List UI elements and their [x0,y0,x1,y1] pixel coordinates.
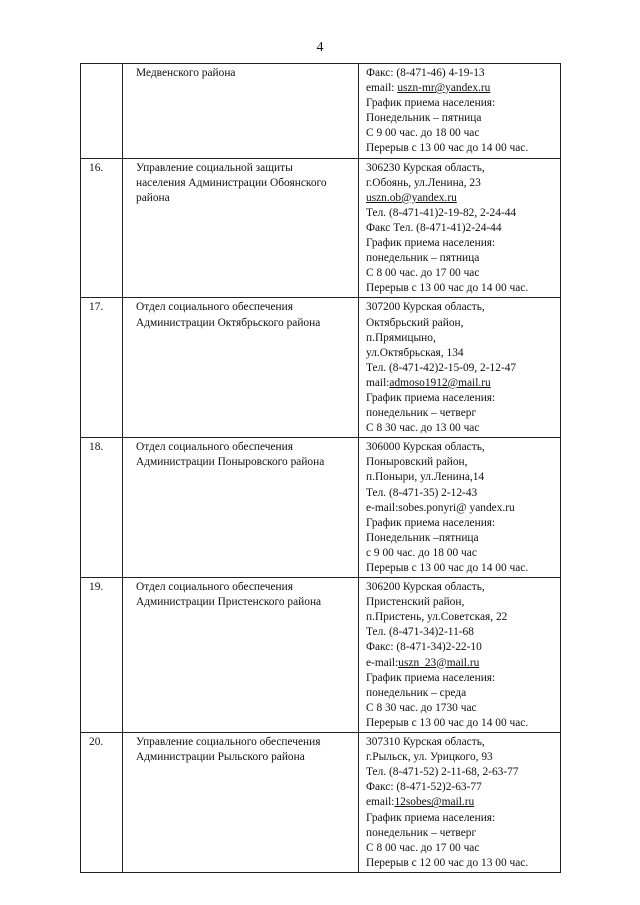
contact-text: Перерыв с 13 00 час до 14 00 час. [366,142,529,155]
contact-text: понедельник – среда [366,686,467,699]
contact-text: С 8 00 час. до 17 00 час [366,267,480,280]
contact-line [366,176,558,191]
contact-text: mail: [366,376,390,389]
contact-line [366,640,558,655]
contact-info [359,64,561,159]
contact-line [366,716,558,731]
email-link: 12sobes@mail.ru [394,796,475,809]
contact-text: 306000 Курская область, [366,441,485,454]
contact-line [366,826,558,841]
contact-text: График приема населения: [366,811,496,824]
contact-text: Перерыв с 12 00 час до 13 00 час. [366,856,529,869]
contact-text: 307200 Курская область, [366,301,485,314]
organization-name-line: населения Администрации Обоянского [136,176,327,189]
contact-line [366,161,558,176]
contact-line [366,300,558,315]
contact-line [366,686,558,701]
contact-line [366,440,558,455]
row-number: 16. [81,158,123,298]
contact-text: Факс: (8-471-46) 4-19-13 [366,67,485,79]
organization-name-line: Администрации Октябрьского района [136,316,321,329]
contact-line [366,455,558,470]
contact-text: с 9 00 час. до 18 00 час [366,546,477,559]
contact-text: п.Прямицыно, [366,331,436,344]
contact-line [366,126,558,141]
contact-text: 306200 Курская область, [366,581,485,594]
contact-line [366,780,558,795]
row-number: 20. [81,733,123,873]
contact-line [366,625,558,640]
table-row [81,733,561,873]
contact-line [366,546,558,561]
table-row [81,158,561,298]
contact-text: 307310 Курская область, [366,736,485,749]
contact-line [366,221,558,236]
organization-name [123,158,359,298]
email-link: uszn-mr@yandex.ru [397,82,491,95]
contact-line [366,281,558,296]
contact-line [366,841,558,856]
contact-line [366,236,558,251]
contact-text: понедельник – четверг [366,407,477,420]
contact-text: г.Обоянь, ул.Ленина, 23 [366,176,481,189]
contact-line [366,111,558,126]
contact-info [359,158,561,298]
organization-name-line: Управление социальной защиты [136,161,293,174]
contact-line [366,331,558,346]
table-row [81,64,561,159]
row-number: 18. [81,438,123,578]
contact-text: Тел. (8-471-42)2-15-09, 2-12-47 [366,361,517,374]
contact-text: г.Рыльск, ул. Урицкого, 93 [366,751,493,764]
contact-line [366,795,558,810]
contact-text: Факс: (8-471-34)2-22-10 [366,641,482,654]
contact-text: Перерыв с 13 00 час до 14 00 час. [366,716,529,729]
contact-text: Понедельник –пятница [366,531,479,544]
contact-line [366,811,558,826]
contact-line [366,266,558,281]
contact-text: График приема населения: [366,391,496,404]
organization-name [123,64,359,159]
table-row [81,578,561,733]
organization-name [123,578,359,733]
contact-line [366,406,558,421]
organization-name [123,733,359,873]
contact-text: Тел. (8-471-34)2-11-68 [366,626,474,639]
page-number: 4 [316,40,324,55]
contact-line [366,141,558,156]
contact-line [366,610,558,625]
contact-line [366,470,558,485]
contact-info [359,733,561,873]
contact-line [366,486,558,501]
contact-info [359,578,561,733]
contact-text: Пристенский район, [366,596,465,609]
email-link: uszn.ob@yandex.ru [366,191,457,204]
contact-line [366,856,558,871]
contact-line [366,391,558,406]
contact-line [366,765,558,780]
contact-line [366,671,558,686]
contact-text: Факс Тел. (8-471-41)2-24-44 [366,221,502,234]
contact-text: С 9 00 час. до 18 00 час [366,127,480,140]
contact-line [366,421,558,436]
contact-text: Тел. (8-471-41)2-19-82, 2-24-44 [366,206,517,219]
contact-line [366,361,558,376]
contact-text: e-mail: [366,656,399,669]
contact-line [366,96,558,111]
contact-line [366,501,558,516]
contact-text: Тел. (8-471-35) 2-12-43 [366,486,478,499]
contact-text: С 8 30 час. до 1730 час [366,701,477,714]
contact-info [359,438,561,578]
contact-text: п.Поныри, ул.Ленина,14 [366,471,485,484]
contact-line [366,191,558,206]
organization-name-line: района [136,191,170,204]
organization-name-line: Отдел социального обеспечения [136,581,293,594]
email-link: admoso1912@mail.ru [389,376,491,389]
contact-text: email: [366,82,398,95]
contact-info [359,298,561,438]
contact-text: Понедельник – пятница [366,112,482,125]
organization-name-line: Управление социального обеспечения [136,736,321,749]
row-number [81,64,123,159]
table-row [81,298,561,438]
organization-name-line: Отдел социального обеспечения [136,441,293,454]
contact-text: График приема населения: [366,237,496,250]
organization-name-line: Отдел социального обеспечения [136,301,293,314]
table-row [81,438,561,578]
contact-text: Поныровский район, [366,456,468,469]
contact-line [366,701,558,716]
organization-name-line: Медвенского района [136,67,236,79]
contact-line [366,346,558,361]
contact-line [366,81,558,96]
contact-line [366,206,558,221]
row-number: 19. [81,578,123,733]
contact-text: С 8 30 час. до 13 00 час [366,422,480,435]
contact-text: С 8 00 час. до 17 00 час [366,841,480,854]
contact-line [366,516,558,531]
organization-name [123,438,359,578]
contact-text: понедельник – четверг [366,826,477,839]
contact-line [366,531,558,546]
contact-text: Перерыв с 13 00 час до 14 00 час. [366,562,529,574]
contact-text: Факс: (8-471-52)2-63-77 [366,781,482,794]
contact-text: Октябрьский район, [366,316,464,329]
contact-text: ул.Октябрьская, 134 [366,346,464,359]
contact-line [366,735,558,750]
table-body [81,64,561,873]
contact-text: График приема населения: [366,97,496,110]
contact-text: Тел. (8-471-52) 2-11-68, 2-63-77 [366,766,519,779]
organization-name-line: Администрации Поныровского района [136,456,325,469]
contact-line [366,561,558,576]
email-link: uszn_23@mail.ru [398,656,480,669]
contact-line [366,750,558,765]
organization-name [123,298,359,438]
contact-text: 306230 Курская область, [366,161,485,174]
row-number: 17. [81,298,123,438]
contact-line [366,316,558,331]
contact-line [366,376,558,391]
contact-text: email: [366,796,395,809]
contact-text: Перерыв с 13 00 час до 14 00 час. [366,282,529,295]
contact-text: График приема населения: [366,516,496,529]
contact-text: e-mail:sobes.ponyri@ yandex.ru [366,501,515,514]
contact-text: График приема населения: [366,671,496,684]
offices-table [80,63,561,873]
organization-name-line: Администрации Рыльского района [136,751,305,764]
contact-text: понедельник – пятница [366,252,480,265]
contact-line [366,656,558,671]
contact-line [366,580,558,595]
contact-text: п.Пристень, ул.Советская, 22 [366,611,508,624]
contact-line [366,66,558,81]
contact-line [366,595,558,610]
contact-line [366,251,558,266]
organization-name-line: Администрации Пристенского района [136,596,322,609]
